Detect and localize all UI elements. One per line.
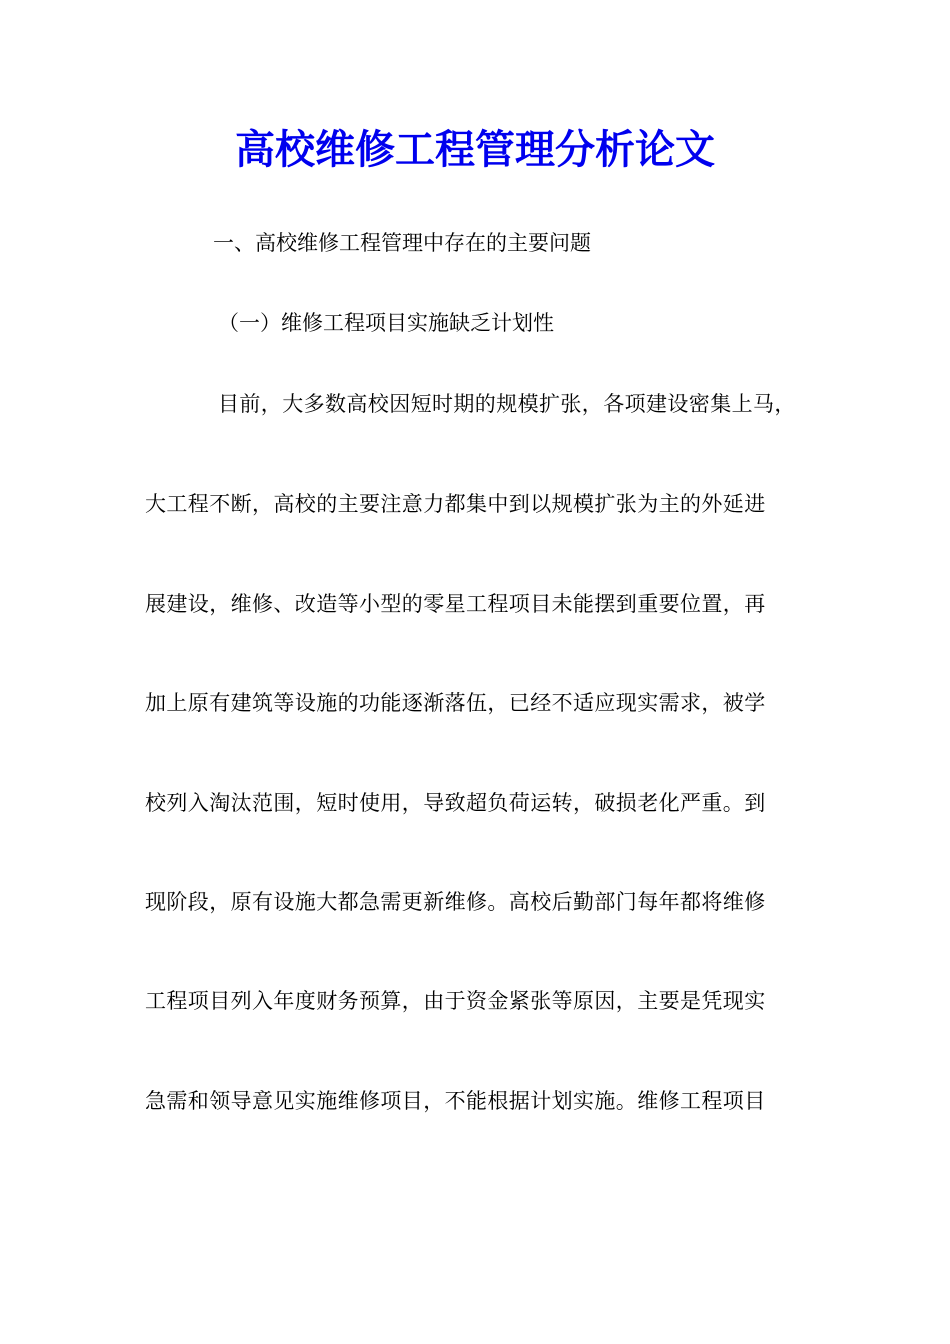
paragraph-line: 现阶段，原有设施大都急需更新维修。高校后勤部门每年都将维修 [145, 890, 766, 914]
paragraph-line: 展建设，维修、改造等小型的零星工程项目未能摆到重要位置，再 [145, 592, 766, 616]
paragraph-line: 大工程不断，高校的主要注意力都集中到以规模扩张为主的外延进 [145, 492, 766, 516]
paragraph-line: 工程项目列入年度财务预算，由于资金紧张等原因，主要是凭现实 [145, 989, 766, 1013]
subsection-heading: （一）维修工程项目实施缺乏计划性 [218, 311, 554, 335]
section-heading: 一、高校维修工程管理中存在的主要问题 [213, 231, 591, 255]
paragraph-line: 校列入淘汰范围，短时使用，导致超负荷运转，破损老化严重。到 [145, 791, 766, 815]
document-title: 高校维修工程管理分析论文 [235, 126, 715, 173]
paragraph-line: 急需和领导意见实施维修项目，不能根据计划实施。维修工程项目 [145, 1089, 766, 1113]
paragraph-line: 目前，大多数高校因短时期的规模扩张，各项建设密集上马， [218, 392, 796, 416]
paragraph-line: 加上原有建筑等设施的功能逐渐落伍，已经不适应现实需求，被学 [145, 691, 766, 715]
